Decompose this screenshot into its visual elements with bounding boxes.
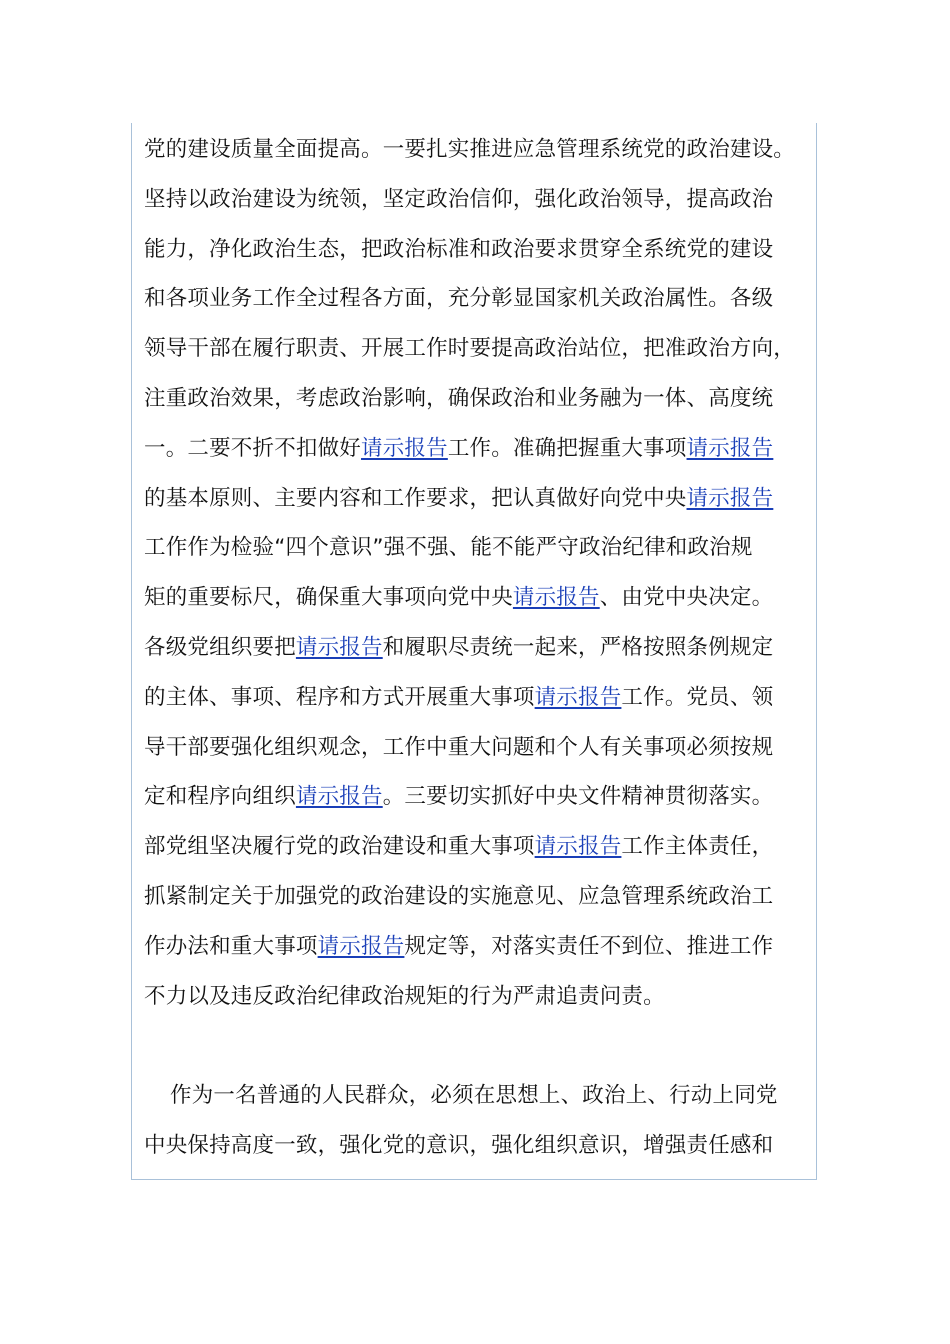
text-run: 党的建设质量全面提高。一要扎实推进应急管理系统党的政治建设。 xyxy=(144,137,796,162)
text-run: 工作。党员、领 xyxy=(621,684,774,710)
text-line xyxy=(144,523,804,573)
text-run: 领导干部在履行职责、开展工作时要提高政治站位，把准政治方向， xyxy=(144,336,796,362)
document-body xyxy=(144,125,804,1171)
text-line xyxy=(144,474,804,524)
text-run: 不力以及违反政治纪律政治规矩的行为严肃追责问责。 xyxy=(144,983,665,1009)
text-line xyxy=(144,225,804,275)
text-line xyxy=(144,822,804,872)
text-run: 规定等，对落实责任不到位、推进工作 xyxy=(404,933,774,959)
text-run: 工作作为检验“四个意识”强不强、能不能严守政治纪律和政治规 xyxy=(144,535,753,561)
paragraph-gap xyxy=(144,1021,804,1071)
text-run: 工作。准确把握重大事项 xyxy=(447,435,687,461)
text-line xyxy=(144,424,804,474)
text-run: 抓紧制定关于加强党的政治建设的实施意见、应急管理系统政治工 xyxy=(144,883,774,909)
text-line xyxy=(144,872,804,922)
link-qingshi-baogao[interactable]: 请示报告 xyxy=(686,435,774,461)
text-line xyxy=(144,175,804,225)
link-qingshi-baogao[interactable]: 请示报告 xyxy=(295,634,383,660)
text-line xyxy=(144,723,804,773)
text-run: 和各项业务工作全过程各方面，充分彰显国家机关政治属性。各级 xyxy=(144,286,774,312)
text-run: 和履职尽责统一起来，严格按照条例规定 xyxy=(382,634,774,660)
text-run: 导干部要强化组织观念，工作中重大问题和个人有关事项必须按规 xyxy=(144,734,774,760)
text-line xyxy=(144,274,804,324)
text-line xyxy=(144,972,804,1022)
paragraph-1 xyxy=(144,125,804,1021)
link-qingshi-baogao[interactable]: 请示报告 xyxy=(295,784,383,810)
text-run: 部党组坚决履行党的政治建设和重大事项 xyxy=(144,834,535,860)
text-line xyxy=(144,922,804,972)
text-run: 矩的重要标尺，确保重大事项向党中央 xyxy=(144,585,513,611)
paragraph-2 xyxy=(144,1071,804,1171)
text-line xyxy=(144,623,804,673)
text-run: 中央保持高度一致，强化党的意识，强化组织意识，增强责任感和 xyxy=(144,1133,774,1159)
text-line xyxy=(144,125,804,175)
text-run: 各级党组织要把 xyxy=(144,634,296,660)
text-run: 工作主体责任， xyxy=(621,834,774,860)
link-qingshi-baogao[interactable]: 请示报告 xyxy=(534,684,622,710)
text-run: 定和程序向组织 xyxy=(144,784,296,810)
text-run: 一。二要不折不扣做好 xyxy=(144,435,362,461)
text-run: 坚持以政治建设为统领，坚定政治信仰，强化政治领导，提高政治 xyxy=(144,186,774,212)
text-run: 注重政治效果，考虑政治影响，确保政治和业务融为一体、高度统 xyxy=(144,385,774,411)
link-qingshi-baogao[interactable]: 请示报告 xyxy=(317,933,405,959)
text-run: 作为一名普通的人民群众，必须在思想上、政治上、行动上同党 xyxy=(170,1083,778,1109)
text-line xyxy=(144,1121,804,1171)
text-line xyxy=(144,324,804,374)
text-line xyxy=(144,772,804,822)
link-qingshi-baogao[interactable]: 请示报告 xyxy=(512,585,600,611)
link-qingshi-baogao[interactable]: 请示报告 xyxy=(534,834,622,860)
link-qingshi-baogao[interactable]: 请示报告 xyxy=(686,485,774,511)
text-run: 。三要切实抓好中央文件精神贯彻落实。 xyxy=(382,784,774,810)
link-qingshi-baogao[interactable]: 请示报告 xyxy=(361,435,448,461)
text-line xyxy=(144,673,804,723)
text-run: 能力，净化政治生态，把政治标准和政治要求贯穿全系统党的建设 xyxy=(144,236,774,262)
text-line xyxy=(144,1071,804,1121)
text-run: 的基本原则、主要内容和工作要求，把认真做好向党中央 xyxy=(144,485,687,511)
text-run: 作办法和重大事项 xyxy=(144,933,318,959)
text-line xyxy=(144,573,804,623)
text-line xyxy=(144,374,804,424)
text-run: 、由党中央决定。 xyxy=(599,585,774,611)
text-run: 的主体、事项、程序和方式开展重大事项 xyxy=(144,684,535,710)
